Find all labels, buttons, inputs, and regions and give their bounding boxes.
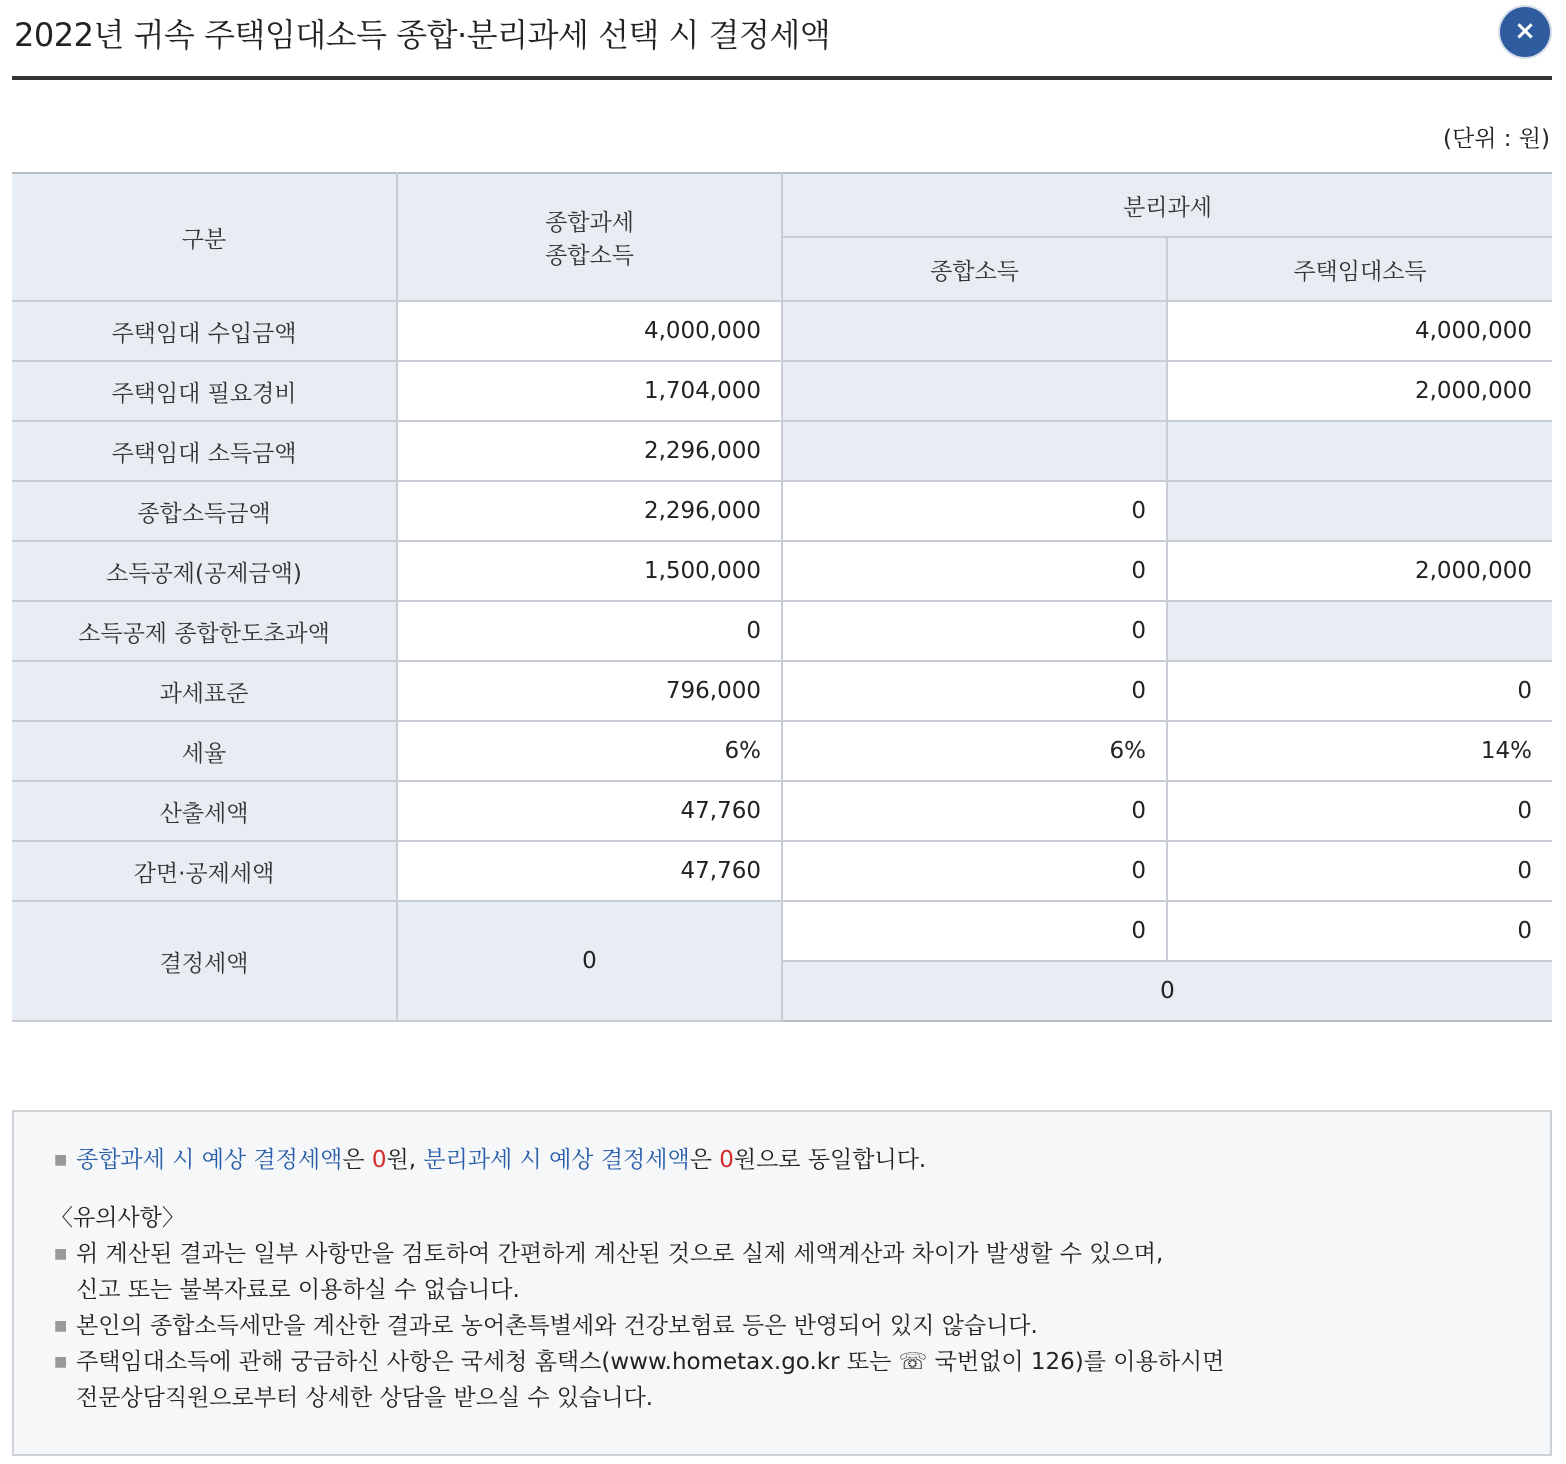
- sep-general-value: [782, 361, 1167, 421]
- header-separate-general: 종합소득: [782, 237, 1167, 301]
- tax-comparison-table: [12, 172, 1552, 1022]
- sep-general-value: 0: [782, 541, 1167, 601]
- table-row: [12, 421, 1552, 481]
- summary-line: [54, 1142, 1510, 1178]
- bullet-icon: ■: [54, 1246, 68, 1262]
- table-row: [12, 841, 1552, 901]
- combined-value: 47,760: [397, 781, 782, 841]
- caution-text: 위 계산된 결과는 일부 사항만을 검토하여 간편하게 계산된 것으로 실제 세액계산과 차이가 발생할 수 있으며,: [76, 1241, 1164, 1267]
- summary-text: 은: [342, 1147, 372, 1173]
- final-tax-sep-rental: 0: [1167, 901, 1552, 961]
- bullet-icon: ■: [54, 1152, 68, 1168]
- title-divider: [12, 76, 1552, 80]
- sep-rental-value: 2,000,000: [1167, 541, 1552, 601]
- sep-rental-value: [1167, 421, 1552, 481]
- sep-rental-value: 4,000,000: [1167, 301, 1552, 361]
- header-separate-rental: 주택임대소득: [1167, 237, 1552, 301]
- combined-value: 47,760: [397, 841, 782, 901]
- sep-general-value: 0: [782, 481, 1167, 541]
- row-label: 종합소득금액: [12, 481, 397, 541]
- close-button[interactable]: ×: [1500, 7, 1550, 57]
- header-combined-line1: 종합과세: [545, 210, 634, 236]
- table-row: [12, 781, 1552, 841]
- final-tax-label: 결정세액: [12, 901, 397, 1021]
- sep-rental-value: 0: [1167, 661, 1552, 721]
- header-row: [12, 173, 1552, 237]
- combined-value: 1,704,000: [397, 361, 782, 421]
- caution-item: [54, 1308, 1510, 1344]
- sep-rental-value: 2,000,000: [1167, 361, 1552, 421]
- row-label: 감면·공제세액: [12, 841, 397, 901]
- table-row: [12, 481, 1552, 541]
- sep-general-value: [782, 301, 1167, 361]
- notes-box: [12, 1110, 1552, 1456]
- bullet-icon: ■: [54, 1318, 68, 1334]
- header-separate: 분리과세: [782, 173, 1552, 237]
- row-label: 과세표준: [12, 661, 397, 721]
- row-label: 주택임대 수입금액: [12, 301, 397, 361]
- row-label: 주택임대 소득금액: [12, 421, 397, 481]
- caution-item: [54, 1236, 1510, 1272]
- combined-value: 2,296,000: [397, 421, 782, 481]
- sep-rental-value: 0: [1167, 781, 1552, 841]
- sep-rental-value: [1167, 601, 1552, 661]
- caution-title: 〈유의사항〉: [50, 1205, 185, 1231]
- combined-value: 0: [397, 601, 782, 661]
- caution-text: 주택임대소득에 관해 궁금하신 사항은 국세청 홈택스(www.hometax.go.kr 또는 ☏ 국번없이 126)를 이용하시면: [76, 1349, 1225, 1375]
- summary-text: 원으로 동일합니다.: [733, 1147, 927, 1173]
- separate-final-label: 분리과세 시 예상 결정세액: [423, 1147, 690, 1173]
- row-label: 소득공제 종합한도초과액: [12, 601, 397, 661]
- sep-general-value: 0: [782, 841, 1167, 901]
- sep-rental-value: [1167, 481, 1552, 541]
- table-row: [12, 661, 1552, 721]
- table-row: [12, 541, 1552, 601]
- table-row: [12, 721, 1552, 781]
- page-title: 2022년 귀속 주택임대소득 종합·분리과세 선택 시 결정세액: [14, 16, 831, 54]
- row-label: 주택임대 필요경비: [12, 361, 397, 421]
- sep-general-value: 0: [782, 781, 1167, 841]
- caution-item: [54, 1344, 1510, 1380]
- bullet-icon: ■: [54, 1354, 68, 1370]
- header-category: 구분: [12, 173, 397, 301]
- header-combined-line2: 종합소득: [545, 243, 634, 269]
- sep-rental-value: 14%: [1167, 721, 1552, 781]
- combined-value: 796,000: [397, 661, 782, 721]
- combined-final-label: 종합과세 시 예상 결정세액: [76, 1147, 343, 1173]
- table-row: [12, 301, 1552, 361]
- header-combined: [397, 173, 782, 301]
- summary-text: 원,: [386, 1147, 424, 1173]
- caution-continuation: 신고 또는 불복자료로 이용하실 수 없습니다.: [76, 1277, 520, 1303]
- separate-final-value: 0: [719, 1147, 734, 1173]
- sep-general-value: [782, 421, 1167, 481]
- row-label: 소득공제(공제금액): [12, 541, 397, 601]
- sep-general-value: 0: [782, 661, 1167, 721]
- sep-general-value: 6%: [782, 721, 1167, 781]
- table-row: [12, 361, 1552, 421]
- final-tax-sep-total: 0: [782, 961, 1552, 1021]
- caution-continuation: 전문상담직원으로부터 상세한 상담을 받으실 수 있습니다.: [76, 1385, 654, 1411]
- final-tax-sep-general: 0: [782, 901, 1167, 961]
- combined-value: 4,000,000: [397, 301, 782, 361]
- unit-label: (단위 : 원): [1443, 126, 1550, 152]
- final-tax-row: [12, 901, 1552, 961]
- final-tax-combined: 0: [397, 901, 782, 1021]
- combined-value: 1,500,000: [397, 541, 782, 601]
- row-label: 세율: [12, 721, 397, 781]
- combined-final-value: 0: [371, 1147, 387, 1173]
- table-row: [12, 601, 1552, 661]
- combined-value: 2,296,000: [397, 481, 782, 541]
- combined-value: 6%: [397, 721, 782, 781]
- summary-text: 은: [689, 1147, 720, 1173]
- sep-rental-value: 0: [1167, 841, 1552, 901]
- sep-general-value: 0: [782, 601, 1167, 661]
- caution-text: 본인의 종합소득세만을 계산한 결과로 농어촌특별세와 건강보험료 등은 반영되어 있지 않습니다.: [76, 1313, 1038, 1339]
- row-label: 산출세액: [12, 781, 397, 841]
